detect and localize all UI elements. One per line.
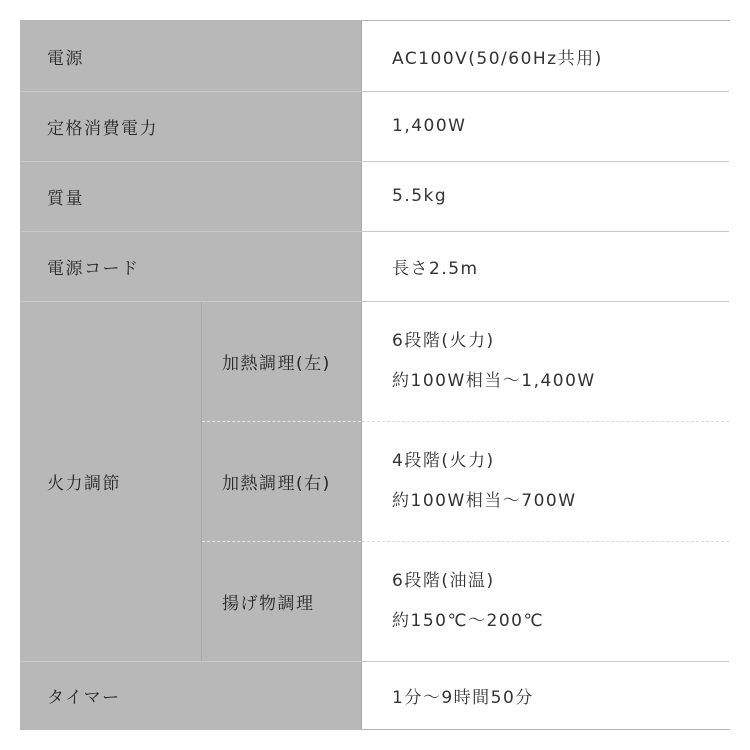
subrow-value-frying	[362, 541, 730, 661]
row-divider	[21, 661, 729, 662]
row-label-rated-power: 定格消費電力	[21, 91, 361, 161]
heat-left-levels: 6段階(火力)	[392, 331, 495, 351]
row-label-heat-control: 火力調節	[21, 301, 201, 661]
subrow-divider-value	[362, 421, 729, 422]
row-divider	[21, 161, 729, 162]
subrow-label-frying: 揚げ物調理	[202, 541, 361, 661]
row-label-weight: 質量	[21, 161, 361, 231]
subrow-divider-value	[362, 541, 729, 542]
row-value-power-cord: 長さ2.5m	[362, 231, 730, 301]
heat-right-levels: 4段階(火力)	[392, 451, 495, 471]
row-divider	[21, 231, 729, 232]
heat-left-range: 約100W相当～1,400W	[392, 371, 596, 391]
subrow-value-heat-right	[362, 421, 730, 541]
spec-table	[20, 20, 730, 730]
subcolumn-divider	[201, 301, 202, 661]
row-label-power-source: 電源	[21, 21, 361, 91]
subrow-value-heat-left	[362, 301, 730, 421]
row-divider	[21, 301, 729, 302]
row-value-timer: 1分～9時間50分	[362, 661, 730, 729]
subrow-label-heat-right: 加熱調理(右)	[202, 421, 361, 541]
subrow-label-heat-left: 加熱調理(左)	[202, 301, 361, 421]
row-value-rated-power: 1,400W	[362, 91, 730, 161]
heat-right-range: 約100W相当～700W	[392, 491, 577, 511]
subrow-divider-label	[202, 541, 361, 542]
subrow-divider-label	[202, 421, 361, 422]
row-divider	[21, 91, 729, 92]
row-value-power-source: AC100V(50/60Hz共用)	[362, 21, 730, 91]
row-label-timer: タイマー	[21, 661, 361, 729]
frying-levels: 6段階(油温)	[392, 571, 495, 591]
frying-range: 約150℃～200℃	[392, 611, 545, 631]
column-divider	[361, 21, 362, 729]
row-label-power-cord: 電源コード	[21, 231, 361, 301]
row-value-weight: 5.5kg	[362, 161, 730, 231]
